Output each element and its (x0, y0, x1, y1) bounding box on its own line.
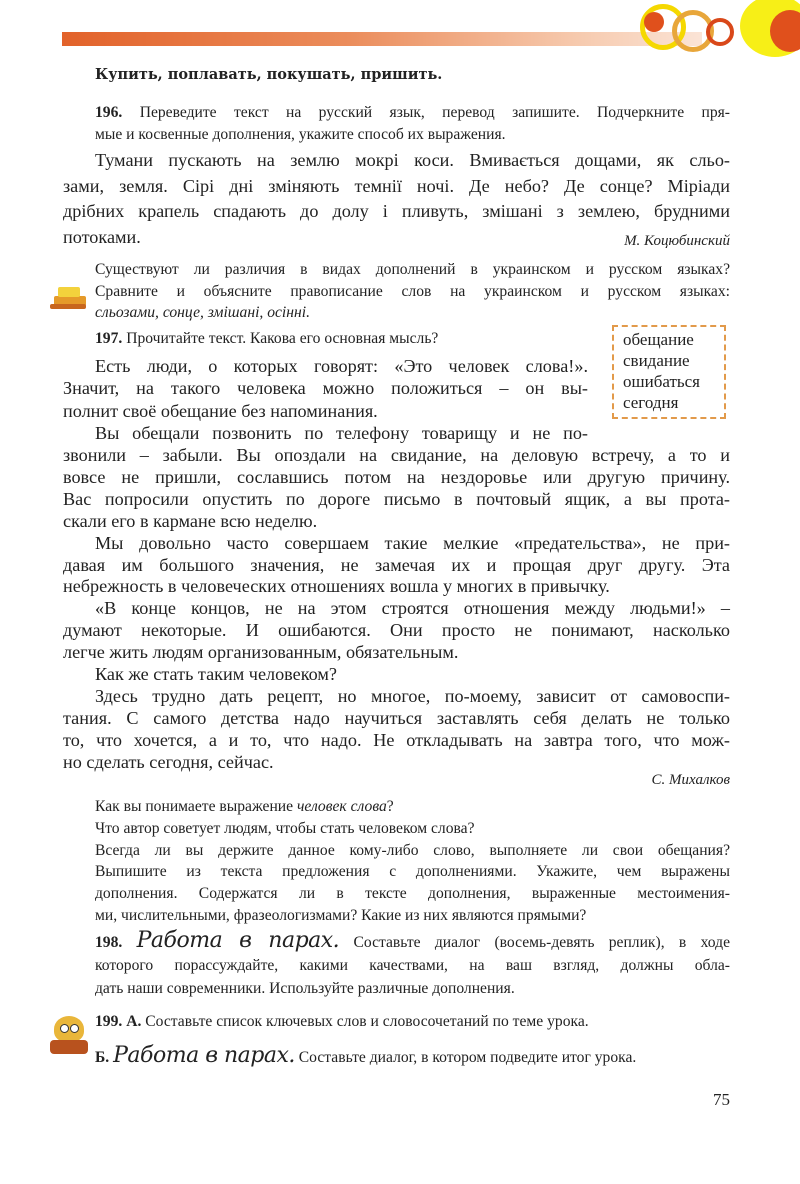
question-line: Выпишите из текста предложения с дополнениями. Укажите, чем выражены (95, 863, 730, 881)
task-line: дать наши современники. Используйте различные дополнения. (95, 980, 515, 997)
item-label: Б. (95, 1049, 110, 1066)
author-mikhalkov: С. Михалков (651, 772, 730, 788)
text-line: дрібних крапель спадають до долу і пливуть, змішані з землею, брудними (63, 201, 730, 222)
text-line: но сделать сегодня, сейчас. (63, 751, 274, 772)
task-line: Переведите текст на русский язык, перевод запишите. Подчеркните пря- (139, 104, 731, 121)
heading: Купить, поплавать, покушать, пришить. (95, 66, 443, 83)
text-line: потоками. (63, 227, 141, 248)
exercise-number: 196. (95, 104, 123, 121)
text-line: небрежность в человеческих отношениях вошла у многих в привычку. (63, 576, 610, 597)
question-italic: человек слова (296, 798, 387, 815)
decor-circle (644, 12, 664, 32)
exercise-number: 198. (95, 934, 123, 951)
text-line: легче жить людям организованным, обязательным. (63, 642, 459, 663)
text-line: Тумани пускають на землю мокрі коси. Вмивається дощами, як сльо- (95, 150, 730, 170)
vocab-word: обещание (623, 330, 694, 349)
task-line: Составьте диалог (восемь-девять реплик), в ходе (353, 934, 730, 951)
decor-circle (706, 18, 734, 46)
exercise-198 (95, 930, 730, 1000)
question-text: ? (386, 798, 394, 815)
task-text: Составьте список ключевых слов и словосочетаний по теме урока. (145, 1013, 589, 1030)
task-line: мые и косвенные дополнения, укажите способ их выражения. (95, 126, 506, 143)
exercise-197-text-narrow (63, 355, 588, 444)
vocabulary-box (612, 325, 726, 419)
text-line: Здесь трудно дать рецепт, но многое, по-моему, зависит от самовоспи- (95, 685, 730, 706)
text-line: скали его в кармане всю неделю. (63, 510, 318, 531)
text-line: тания. С самого детства надо научиться заставлять себя делать не только (63, 707, 730, 728)
exercise-number: 199. (95, 1013, 123, 1030)
vocab-word: ошибаться (623, 372, 700, 391)
text-line: Есть люди, о которых говорят: «Это человек слова!». (95, 356, 588, 376)
header-band (62, 32, 702, 46)
text-line: звонили – забыли. Вы опоздали на свидание, на деловую встречу, а то и (63, 445, 730, 465)
text-line: Мы довольно часто совершаем такие мелкие «предательства», не при- (95, 532, 730, 553)
vocab-word: свидание (623, 351, 690, 370)
question-text: Как вы понимаете выражение (95, 798, 297, 815)
text-line: Вас попросили опустить по дороге письмо в почтовый ящик, а вы прота- (63, 488, 730, 509)
task-text: Прочитайте текст. Какова его основная мысль? (126, 330, 439, 347)
question-line: Что автор советует людям, чтобы стать человеком слова? (95, 819, 475, 837)
exercise-196-question (95, 259, 730, 324)
text-line: Вы обещали позвонить по телефону товарищу и не по- (95, 422, 588, 443)
task-text: Составьте диалог, в котором подведите итог урока. (298, 1049, 637, 1066)
exercise-199-a (95, 1013, 589, 1031)
vocab-word: сегодня (623, 393, 679, 412)
exercise-number: 197. (95, 330, 123, 347)
text-line: полнит своё обещание без напоминания. (63, 400, 378, 421)
text-line: то, что хочется, а и то, что надо. Не откладывать на завтра того, что мож- (63, 729, 730, 750)
author-kotsyubinsky: М. Коцюбинский (624, 233, 730, 249)
text-line: зами, земля. Сірі дні зміняють темнії ночі. Де небо? Де сонце? Міріади (63, 175, 730, 196)
pair-work-label: Работа в парах. (136, 928, 340, 953)
pair-work-label: Работа в парах. (113, 1043, 295, 1068)
question-line: ми, числительными, фразеологизмами? Какие из них являются прямыми? (95, 906, 587, 924)
exercise-199-b (95, 1045, 636, 1067)
owl-reading-icon (48, 1016, 90, 1056)
task-line: которого порассуждайте, какими качествами, на ваш взгляд, должны обла- (95, 957, 730, 974)
question-line: Всегда ли вы держите данное кому-либо слово, выполняете ли свои обещания? (95, 841, 730, 859)
exercise-197-task (95, 330, 438, 348)
books-icon (50, 284, 88, 310)
text-line: вовсе не пришли, сославшись потом на нездоровье или другую причину. (63, 466, 730, 487)
item-label: А. (126, 1013, 142, 1030)
question-words: сльозами, сонце, змішані, осінні. (95, 304, 310, 321)
question-line: Сравните и объясните правописание слов на украинском и русском языках: (95, 282, 730, 300)
exercise-196-task (63, 102, 730, 146)
text-line: Значит, на такого человека можно положиться – он вы- (63, 378, 588, 399)
text-line: Как же стать таким человеком? (95, 664, 337, 685)
text-line: «В конце концов, не на этом строятся отношения между людьми!» – (95, 598, 730, 619)
question-line: Существуют ли различия в видах дополнений в украинском и русском языках? (95, 261, 730, 278)
exercise-197-text (63, 445, 730, 774)
text-line: давая им большого значения, не замечая их и прощая друг другу. Эта (63, 554, 730, 575)
question-line: дополнения. Содержатся ли в тексте дополнения, выраженные местоимения- (95, 885, 730, 903)
text-line: думают некоторые. И ошибаются. Они просто не понимают, насколько (63, 620, 730, 641)
exercise-197-questions (95, 796, 730, 927)
page-number: 75 (713, 1090, 730, 1109)
